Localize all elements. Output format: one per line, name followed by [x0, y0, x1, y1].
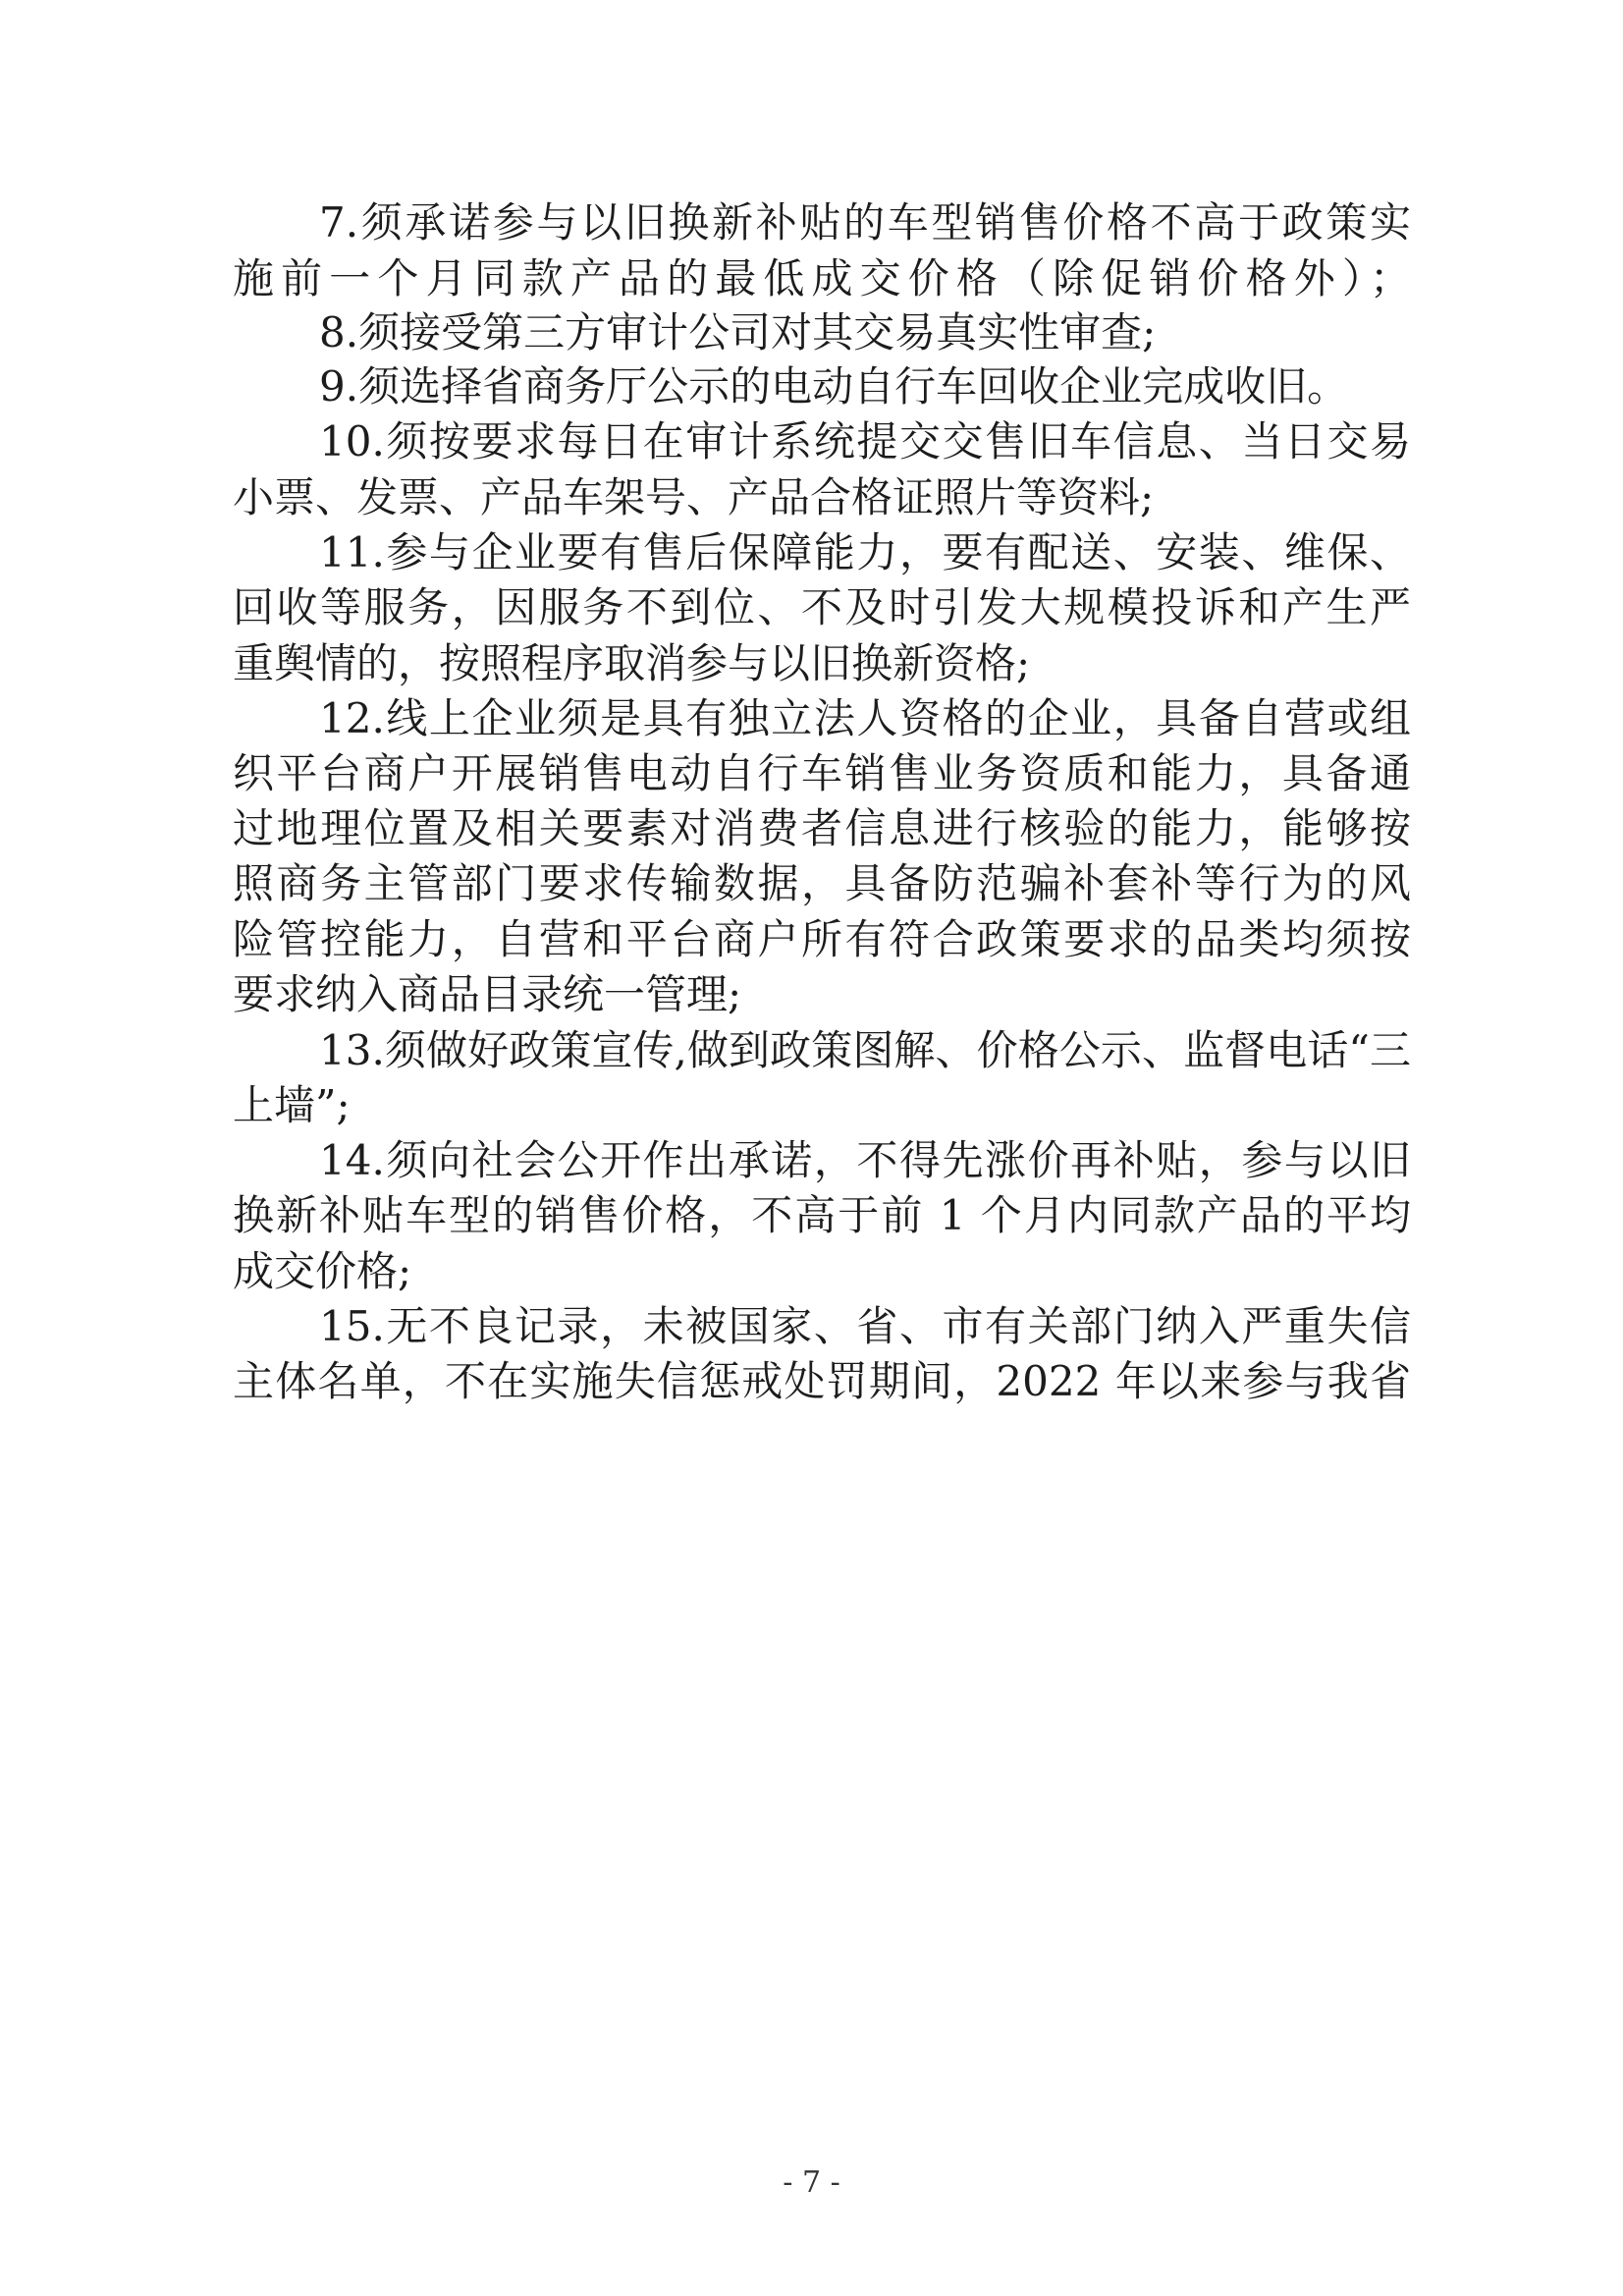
paragraph-9-line-1: 9.须选择省商务厅公示的电动自行车回收企业完成收旧。 — [319, 362, 1349, 410]
paragraph-7-line-2: 施前一个月同款产品的最低成交价格（除促销价格外）； — [233, 254, 1411, 302]
paragraph-15-line-1: 15.无不良记录，未被国家、省、市有关部门纳入严重失信 — [319, 1302, 1411, 1350]
paragraph-13-line-2: 上墙”; — [233, 1081, 351, 1129]
paragraph-14-line-1: 14.须向社会公开作出承诺，不得先涨价再补贴，参与以旧 — [319, 1136, 1411, 1184]
paragraph-14-line-2: 换新补贴车型的销售价格，不高于前 1 个月内同款产品的平均 — [233, 1191, 1411, 1239]
paragraph-11-line-2: 回收等服务，因服务不到位、不及时引发大规模投诉和产生严 — [233, 583, 1411, 631]
paragraph-12-line-4: 照商务主管部门要求传输数据，具备防范骗补套补等行为的风 — [233, 859, 1411, 907]
paragraph-10-line-2: 小票、发票、产品车架号、产品合格证照片等资料; — [233, 473, 1155, 521]
paragraph-8-line-1: 8.须接受第三方审计公司对其交易真实性审查; — [319, 308, 1157, 356]
paragraph-12-line-3: 过地理位置及相关要素对消费者信息进行核验的能力，能够按 — [233, 804, 1411, 852]
paragraph-12-line-1: 12.线上企业须是具有独立法人资格的企业，具备自营或组 — [319, 694, 1411, 742]
paragraph-12-line-5: 险管控能力，自营和平台商户所有符合政策要求的品类均须按 — [233, 915, 1411, 963]
paragraph-11-line-1: 11.参与企业要有售后保障能力，要有配送、安装、维保、 — [319, 528, 1411, 576]
paragraph-10-line-1: 10.须按要求每日在审计系统提交交售旧车信息、当日交易 — [319, 417, 1411, 465]
paragraph-12-line-2: 织平台商户开展销售电动自行车销售业务资质和能力，具备通 — [233, 749, 1411, 797]
paragraph-14-line-3: 成交价格; — [233, 1247, 412, 1295]
paragraph-12-line-6: 要求纳入商品目录统一管理; — [233, 970, 742, 1018]
paragraph-13-line-1: 13.须做好政策宣传,做到政策图解、价格公示、监督电话“三 — [319, 1026, 1411, 1074]
paragraph-7-line-1: 7.须承诺参与以旧换新补贴的车型销售价格不高于政策实 — [319, 198, 1411, 246]
page-number: - 7 - — [783, 2165, 840, 2200]
paragraph-11-line-3: 重舆情的，按照程序取消参与以旧换新资格; — [233, 639, 1031, 687]
paragraph-15-line-2: 主体名单，不在实施失信惩戒处罚期间，2022 年以来参与我省 — [233, 1357, 1411, 1405]
